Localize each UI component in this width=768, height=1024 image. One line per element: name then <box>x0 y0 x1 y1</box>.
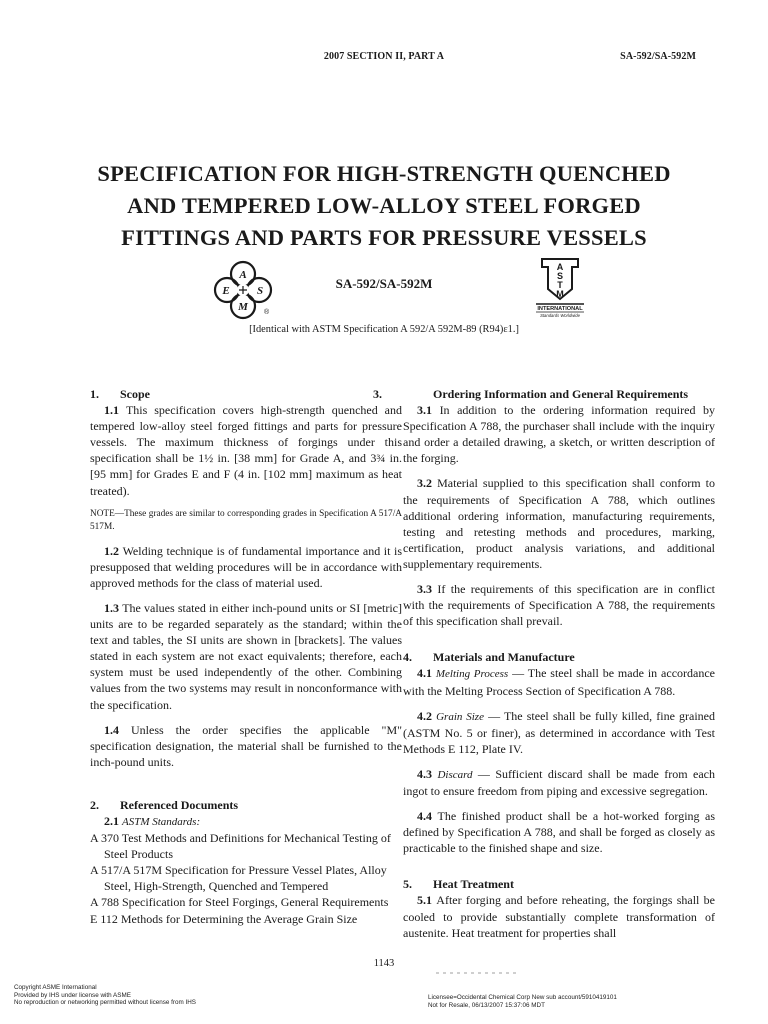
paragraph: 4.2 Grain Size — The steel shall be fully killed, fine grained (ASTM No. 5 or finer), as determined in accordance with Test Methods E 112, Plate IV. <box>403 708 715 756</box>
reference-item: A 370 Test Methods and Definitions for Mechanical Testing of Steel Products <box>90 831 391 862</box>
paragraph: 1.2 Welding technique is of fundamental importance and it is presupposed that welding procedures will be in accordance with approved methods for the class of material used. <box>90 543 402 590</box>
right-column <box>373 386 716 941</box>
running-header: 2007 SECTION II, PART A <box>323 51 445 62</box>
footer-line: Provided by IHS under license with ASME <box>14 991 131 999</box>
svg-text:A: A <box>556 262 564 272</box>
footer-line: Copyright ASME International <box>14 984 97 991</box>
title-line: AND TEMPERED LOW-ALLOY STEEL FORGED <box>127 193 641 218</box>
asme-letter: M <box>238 301 248 313</box>
document-title <box>60 158 708 254</box>
registered-mark: ® <box>264 309 270 316</box>
left-column <box>90 386 402 927</box>
footer-line: Not for Resale, 06/13/2007 15:37:06 MDT <box>428 1001 545 1009</box>
reference-item: A 517/A 517M Specification for Pressure Vessel Plates, Alloy Steel, High-Strength, Quenched and Tempered <box>90 863 387 894</box>
subsection-heading: 2.1 ASTM Standards: <box>104 813 201 828</box>
asme-letter: A <box>239 269 247 281</box>
title-line: FITTINGS AND PARTS FOR PRESSURE VESSELS <box>121 225 647 250</box>
astm-name: INTERNATIONAL <box>537 306 583 312</box>
paragraph: 3.2 Material supplied to this specification shall conform to the requirements of Specification A 788, which outlines additional ordering information, manufacturing requirements, testing and retesting methods and procedures, marking, certification, product analysis variations, and additional supplementary requirements. <box>403 476 715 571</box>
reference-item: A 788 Specification for Steel Forgings, General Requirements <box>90 895 389 910</box>
header-designation: SA-592/SA-592M <box>620 51 696 62</box>
footer-copyright <box>14 984 196 1007</box>
section-heading-materials: 4. Materials and Manufacture <box>403 650 575 665</box>
astm-logo <box>532 255 588 319</box>
paragraph: 3.1 In addition to the ordering information required by Specification A 788, the purchaser shall include with the inquiry and order a detailed drawing, a sketch, or written description of the forging. <box>403 403 716 466</box>
footer-line: Licensee=Occidental Chemical Corp New sub account/5910419101 <box>428 994 617 1001</box>
section-heading-scope: 1. Scope <box>90 387 150 401</box>
section-heading-referenced-documents: 2. Referenced Documents <box>90 797 239 812</box>
svg-text:M: M <box>556 289 564 299</box>
faint-scan-mark <box>436 972 516 974</box>
paragraph: 5.1 After forging and before reheating, the forgings shall be cooled to provide substantially complete transformation of austenite. Heat treatment for properties shall <box>403 893 715 940</box>
paragraph: 4.4 The finished product shall be a hot-worked forging as defined by Specification A 788, and shall be forged as closely as practicable to the finished shape and size. <box>403 809 716 856</box>
footer-license <box>428 994 617 1009</box>
note: NOTE—These grades are similar to corresponding grades in Specification A 517/A 517M. <box>90 508 402 532</box>
asme-letter: E <box>222 285 230 297</box>
reference-item: E 112 Methods for Determining the Average Grain Size <box>90 911 358 926</box>
section-heading-ordering: 3. Ordering Information and General Requirements <box>373 387 689 401</box>
section-heading-heat-treatment: 5. Heat Treatment <box>403 877 514 892</box>
page-number: 1143 <box>373 958 395 969</box>
footer-line: No reproduction or networking permitted without license from IHS <box>14 999 196 1007</box>
svg-text:T: T <box>557 280 563 290</box>
title-line: SPECIFICATION FOR HIGH-STRENGTH QUENCHED <box>97 161 671 186</box>
asme-letter: S <box>256 285 264 297</box>
paragraph: 1.3 The values stated in either inch-pound units or SI [metric] units are to be regarded separately as the standard; within the text and tables, the SI units are shown in [brackets]. The values stated in each system are not exact equivalents; therefore, each system must be used independently of the other. Combining values from the two systems may result in nonconformance with the specification. <box>90 600 403 712</box>
designation: SA-592/SA-592M <box>335 276 433 291</box>
paragraph: 1.1 This specification covers high-strength quenched and tempered low-alloy steel forged fittings and parts for pressure vessels. The maximum thickness of forgings under this specification shall be 1½ in. [38 mm] for Grade A, and 3¾ in. [95 mm] for Grades E and F (4 in. [102 mm] maximum as heat treated). <box>90 403 403 498</box>
paragraph: 4.3 Discard — Sufficient discard shall be made from each ingot to ensure freedom from piping and excessive segregation. <box>403 766 715 798</box>
svg-text:S: S <box>556 271 564 281</box>
paragraph: 1.4 Unless the order specifies the applicable "M" specification designation, the material shall be furnished to the inch-pound units. <box>90 722 403 769</box>
paragraph: 3.3 If the requirements of this specification are in conflict with the requirements of Specification A 788, the requirements of this specification shall prevail. <box>403 582 716 629</box>
astm-tagline: Standards Worldwide <box>540 313 580 318</box>
identical-note: [Identical with ASTM Specification A 592/A 592M-89 (R94)ε1.] <box>249 324 519 335</box>
paragraph: 4.1 Melting Process — The steel shall be made in accordance with the Melting Process Section of Specification A 788. <box>403 666 715 698</box>
